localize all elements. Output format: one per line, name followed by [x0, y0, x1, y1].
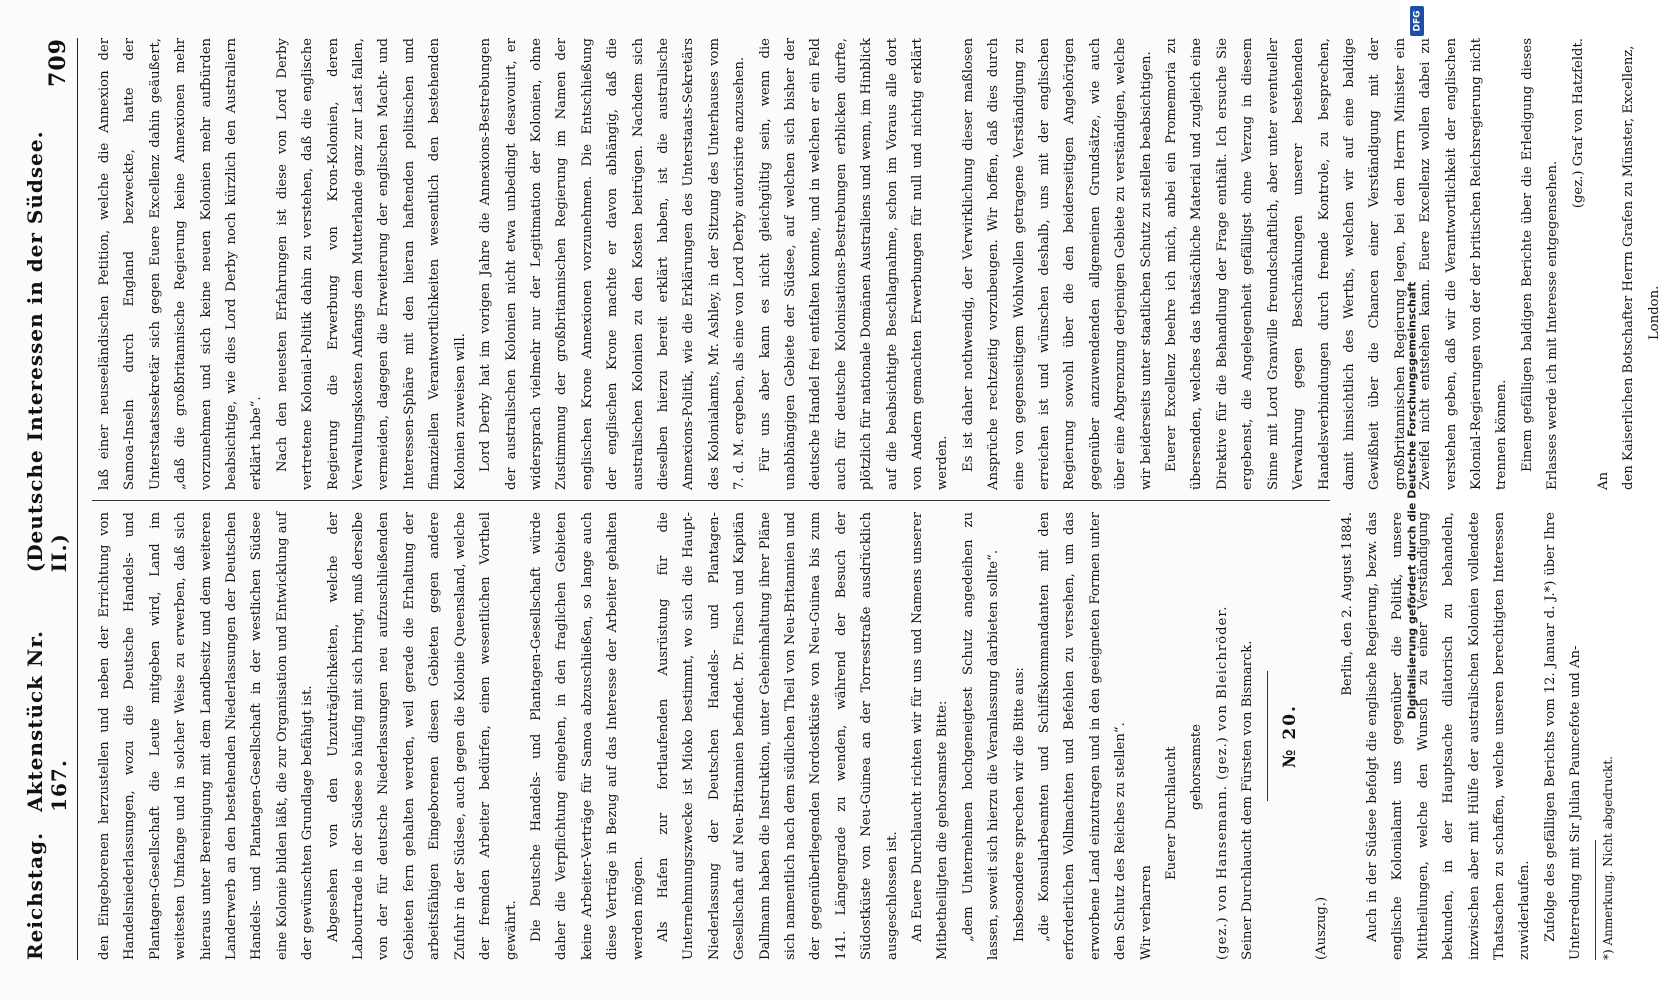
left-paragraph-9: Auch in der Südsee befolgt die englische Regierung, bezw. das englische Kolonialamt uns gegenüber die Politik, unsere Mittheilungen, welche den Wunsch zu einer Verständigung bekunden, in der Hauptsache dilatorisch zu behandeln, inzwischen aber mit Hülfe der australischen Kolonien vollendete Thatsachen zu schaffen, welche unseren berechtigten Interessen zuwiderlaufen. [1364, 512, 1533, 960]
left-paragraph-10: Zufolge des gefälligen Berichts vom 12. Januar d. J.*) über Ihre Unterredung mit Sir Julian Pauncefote und An- [1542, 512, 1584, 960]
right-paragraph-4: Für uns aber kann es nicht gleichgültig sein, wenn die unabhängigen Gebiete der Südsee, auf welchen sich bisher der deutsche Handel frei entfalten konnte, und in welchen er ein Feld auch für deutsche Kolonisations-Bestrebungen erblicken durfte, plötzlich für nationale Domänen Australiens und wenn, im Hinblick auf die beabsichtigte Beschlagnahme, schon im Voraus alle dort von Andern gemachten Erwerbungen für null und nichtig erklärt werden. [757, 38, 951, 490]
left-paragraph-2: Abgesehen von den Unzuträglichkeiten, welche der Labourtrade in der Südsee so häufig mit sich bringt, muß derselbe von der für deutsche Niederlassungen neu aufzuschließenden Gebieten fern gehalten werden, weil gerade die Erhaltung der arbeitsfähigen Eingeborenen diesen Gebieten gegen andere Zufuhr in der Südsee, auch gegen die Kolonie Queensland, welche der fremden Arbeiter bedürfen, einen wesentlichen Vortheil gewährt. [325, 512, 519, 960]
digitization-credit-text: Digitalisierung gefördert durch die Deutsche Forschungsgemeinschaft [1405, 281, 1419, 719]
right-addressee-name: den Kaiserlichen Botschafter Herrn Grafen zu Münster, Excellenz, [1621, 45, 1637, 490]
footnote-divider [1595, 840, 1596, 960]
digitization-credit [1394, 0, 1430, 1000]
left-paragraph-3: Die Deutsche Handels- und Plantagen-Gesellschaft würde daher die Verpflichtung eingehen, in den fraglichen Gebieten keine Arbeiter-Verträge für Samoa abzuschließen, so lange auch diese Verträge in Bezug auf das Interesse der Arbeiter gehalten werden mögen. [528, 512, 646, 960]
excerpt-label: (Auszug.) [1314, 896, 1330, 960]
closing-line-3: gehorsamste [1189, 724, 1205, 810]
left-paragraph-7: Insbesondere sprechen wir die Bitte aus: [1011, 667, 1027, 942]
header-left [23, 572, 71, 960]
right-paragraph-5: Es ist daher nothwendig, der Verwirklichung dieser maßlosen Ansprüche rechtzeitig vorzubeugen. Wir hoffen, daß dies durch eine von gegenseitigem Wohlwollen getragene Verständigung zu erreichen ist und wünschen deshalb, uns mit der englischen Regierung sowohl über die den beiderseitigen Angehörigen gegenüber anzuwendenden allgemeinen Grundsätze, wie auch über eine Abgrenzung derjenigen Gebiete zu verständigen, welche wir beiderseits unter staatlichen Schutz zu stellen beabsichtigen. [960, 38, 1154, 490]
right-paragraph-2: Nach den neuesten Erfahrungen ist diese von Lord Derby vertretene Kolonial-Politik dahin zu verstehen, daß die englische Regierung die Erwerbung von Kron-Kolonien, deren Verwaltungskosten Anfangs dem Mutterlande ganz zur Last fallen, vermeiden, dagegen die Erweiterung der englischen Macht- und Interessen-Sphäre mit den hieran haftenden politischen und finanziellen Verantwortlichkeiten wesentlich den bestehenden Kolonien zuweisen will. [274, 38, 468, 490]
footnote: *) Anmerkung. Nicht abgedruckt. [1600, 756, 1615, 960]
dateline: Berlin, den 2. August 1884. [1339, 512, 1355, 696]
left-paragraph-5: An Euere Durchlaucht richten wir für uns und Namens unserer Mitbetheiligten die gehorsamste Bitte: [910, 512, 951, 960]
right-column [92, 38, 1662, 490]
left-paragraph-6: „dem Unternehmen hochgeneigtest Schutz angedeihen zu lassen, soweit sich hierzu die Veranlassung darbieten sollte“. [960, 512, 1002, 960]
closing-line-2: Euerer Durchlaucht [1164, 746, 1180, 880]
right-paragraph-3: Lord Derby hat im vorigen Jahre die Annexions-Bestrebungen der australischen Kolonien nicht etwa unbedingt desavouirt, er widersprach vielmehr nur der Legitimation der Kolonien, ohne Zustimmung der großbritannischen Regierung im Namen der englischen Krone Annexionen vorzunehmen. Die Entschließung der englischen Krone machte er davon abhängig, daß die australischen Kolonien zu den Kosten beitrügen. Nachdem sich dieselben hierzu bereit erklärt haben, ist die australische Annexions-Politik, wie die Erklärungen des Unterstaats-Sekretärs des Kolonialamts, Mr. Ashley, in der Sitzung des Unterhauses vom 7. d. M. ergeben, als eine von Lord Derby autorisirte anzusehen. [478, 38, 748, 490]
header-document-number: Aktenstück Nr. 167. [23, 630, 71, 812]
dfg-logo [1410, 6, 1424, 36]
dfg-logo-text: DFG [1412, 10, 1423, 32]
closing-line-1: Wir verharren [1138, 865, 1154, 960]
addressee-line: Seiner Durchlaucht dem Fürsten von Bismarck. [1240, 640, 1256, 960]
right-paragraph-7: Einem gefälligen baldigen Berichte über die Erledigung dieses Erlasses werde ich mit Interesse entgegensehen. [1519, 38, 1561, 490]
header-title: (Deutsche Interessen in der Südsee. II.) [23, 130, 71, 573]
section-divider [1267, 671, 1268, 801]
column-divider [92, 500, 1330, 501]
document-number: № 20. [1279, 704, 1300, 768]
left-paragraph-8: „die Konsularbeamten und Schiffskommandanten mit den erforderlichen Vollmachten und Befehlen zu versehen, um das erworbene Land einzutragen und in den geeigneten Formen unter den Schutz des Reiches zu stellen“. [1037, 512, 1129, 960]
signature-line: (gez.) von Hansemann. (gez.) von Bleichröder. [1214, 605, 1230, 960]
right-paragraph-1: laß einer neuseeländischen Petition, welche die Annexion der Samoa-Inseln durch England bezweckte, hatte der Unterstaatssekretär sich gegen Euere Excellenz dahin geäußert, „daß die großbritannische Regierung keine Annexionen mehr vorzunehmen und sich keine neuen Kolonien mehr aufbürden beabsichtige, wie dies Lord Derby noch kürzlich den Australiern erklärt habe“. [97, 38, 265, 490]
right-addressee-city: London. [1646, 285, 1662, 340]
page-number: 709 [45, 38, 71, 87]
right-signature: (gez.) Graf von Hatzfeldt. [1570, 38, 1586, 209]
page-header [23, 38, 78, 960]
left-column [92, 512, 1615, 960]
left-paragraph-4: Als Hafen zur fortlaufenden Ausrüstung für die Unternehmungszwecke ist Mioko bestimmt, wo sich die Haupt-Niederlassung der Deutschen Handels- und Plantagen-Gesellschaft auf Neu-Britannien befindet. Dr. Finsch und Kapitän Dallmann haben die Instruktion, unter Geheimhaltung ihrer Pläne sich namentlich nach dem südlichen Theil von Neu-Britannien und der gegenüberliegenden Nordostküste von Neu-Guinea bis zum 141. Längengrade zu wenden, während der Besuch der Südostküste von Neu-Guinea an der Torresstraße ausdrücklich ausgeschlossen ist. [655, 512, 900, 960]
right-paragraph-6: Euerer Excellenz beehre ich mich, anbei ein Promemoria zu übersenden, welches das thatsächliche Material und zugleich eine Direktive für die Behandlung der Frage enthält. Ich ersuche Sie ergebenst, die Angelegenheit gefälligst ohne Verzug in diesem Sinne mit Lord Granville freundschaftlich, aber unter eventueller Verwahrung gegen Beschränkungen unserer bestehenden Handelsverbindungen durch fremde Kontrole, zu besprechen, damit hinsichtlich des Werths, welchen wir auf eine baldige Gewißheit über die Chancen einer Verständigung mit der großbritannischen Regierung legen, bei dem Herrn Minister ein Zweifel nicht entstehen kann. Euere Excellenz wollen dabei zu verstehen geben, daß wir die Verantwortlichkeit der englischen Kolonial-Regierungen von der der britischen Reichsregierung nicht trennen können. [1164, 38, 1510, 490]
right-addressee-an: An [1595, 471, 1611, 490]
left-paragraph-1: den Eingeborenen herzustellen und neben der Errichtung von Handelsniederlassungen, wozu die Deutsche Handels- und Plantagen-Gesellschaft die Leute mitgeben wird, Land im weitesten Umfange und in solcher Weise zu erwerben, daß sich hieraus unter Bereinigung mit dem Landbesitz und dem weiteren Landerwerb an den bestehenden Niederlassungen der Deutschen Handels- und Plantagen-Gesellschaft in der westlichen Südsee eine Kolonie bilden läßt, die zur Organisation und Entwicklung auf der gewünschten Grundlage befähigt ist. [97, 512, 316, 960]
header-reichstag: Reichstag. [23, 831, 47, 960]
